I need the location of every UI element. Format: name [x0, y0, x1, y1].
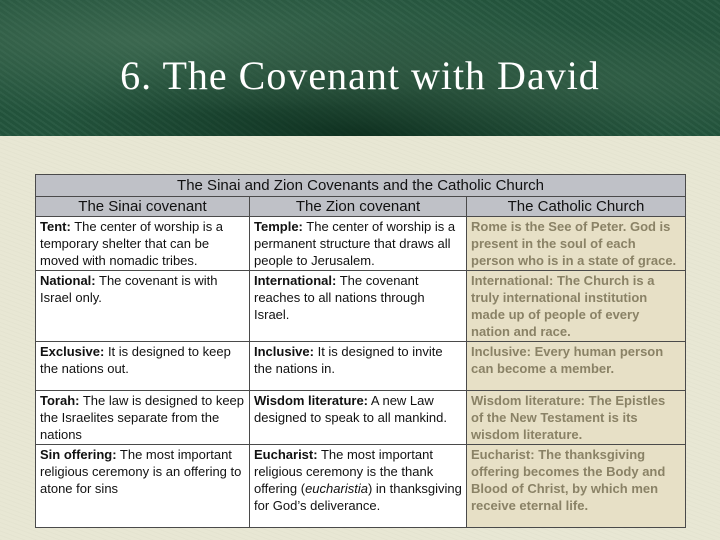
table-cell: Tent: The center of worship is a temporary shelter that can be moved with nomadic tribes.	[36, 217, 250, 271]
table-cell: Sin offering: The most important religious ceremony is an offering to atone for sins	[36, 445, 250, 528]
table-cell: International: The covenant reaches to all nations through Israel.	[250, 271, 467, 342]
table-cell: International: The Church is a truly international institution made up of people of every nation and race.	[467, 271, 686, 342]
table-caption: The Sinai and Zion Covenants and the Catholic Church	[36, 175, 686, 197]
table-cell: Torah: The law is designed to keep the Israelites separate from the nations	[36, 391, 250, 445]
table-cell: National: The covenant is with Israel only.	[36, 271, 250, 342]
table-cell: Eucharist: The most important religious ceremony is the thank offering (eucharistia) in thanksgiving for God’s deliverance.	[250, 445, 467, 528]
table-cell: Temple: The center of worship is a permanent structure that draws all people to Jerusalem.	[250, 217, 467, 271]
table-cell: Wisdom literature: A new Law designed to speak to all mankind.	[250, 391, 467, 445]
covenant-comparison-table	[35, 174, 686, 528]
table-cell: Rome is the See of Peter. God is present in the soul of each person who is in a state of grace.	[467, 217, 686, 271]
title-banner	[0, 0, 720, 136]
table-cell: Inclusive: It is designed to invite the nations in.	[250, 342, 467, 391]
column-header-sinai: The Sinai covenant	[36, 197, 250, 217]
slide-title: 6. The Covenant with David	[120, 53, 600, 98]
table-cell: Eucharist: The thanksgiving offering becomes the Body and Blood of Christ, by which men receive eternal life.	[467, 445, 686, 528]
column-header-church: The Catholic Church	[467, 197, 686, 217]
table-cell: Exclusive: It is designed to keep the nations out.	[36, 342, 250, 391]
table-cell: Inclusive: Every human person can become a member.	[467, 342, 686, 391]
table-cell: Wisdom literature: The Epistles of the New Testament is its wisdom literature.	[467, 391, 686, 445]
column-header-zion: The Zion covenant	[250, 197, 467, 217]
